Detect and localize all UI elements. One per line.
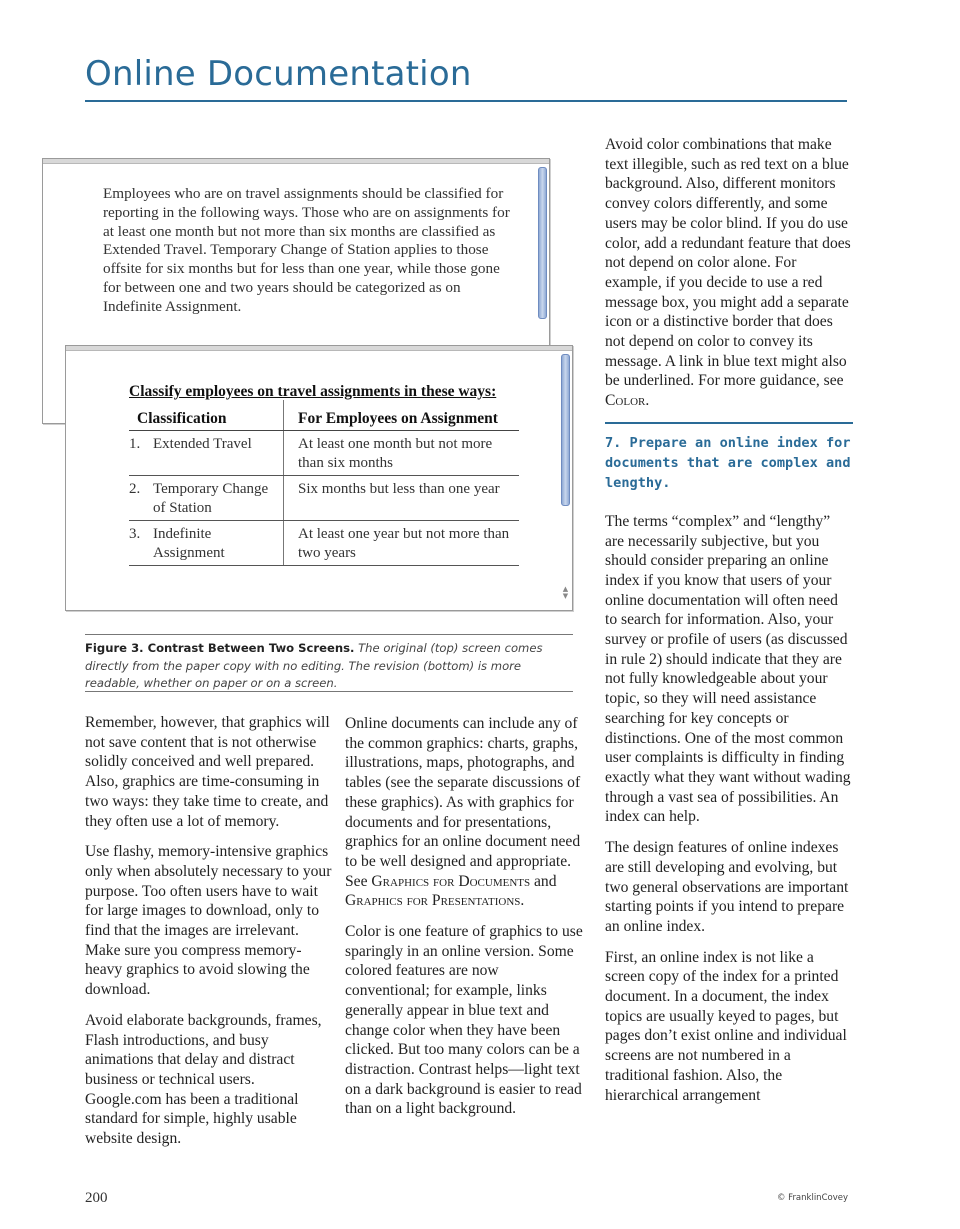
table-row	[129, 521, 519, 566]
table-row	[129, 431, 519, 476]
paragraph-text: .	[645, 392, 650, 410]
paragraph	[345, 714, 585, 911]
paragraph-text: Avoid color combinations that make text illegible, such as red text on a blue background. Also, different monitors convey colors differently, and some users may be color blind. If you do use color, add a redundant feature that does not depend on color alone. For example, if you decide to use a red message box, you might add a separate icon or a distinctive border that does not depend on color to convey its message. A link in blue text might also be underlined. For more guidance, see	[605, 136, 851, 390]
row-description: Six months but less than one year	[284, 476, 520, 521]
caption-label: Figure 3. Contrast Between Two Screens.	[85, 641, 355, 655]
figure-caption	[85, 640, 571, 693]
row-classification: Indefinite Assignment	[153, 521, 284, 566]
section-rule	[605, 422, 853, 424]
paragraph-text: Online documents can include any of the common graphics: charts, graphs, illustrations, maps, photographs, and tables (see the separate discussions of these graphics). As with graphics for documents and for presentations, graphics for an online document need to be well designed and appropriate. See	[345, 715, 581, 890]
row-number: 1.	[129, 431, 153, 476]
paragraph: The design features of online indexes are still developing and evolving, but two general observations are important starting points if you intend to prepare an online index.	[605, 839, 849, 935]
revised-screen-scrollbar[interactable]	[561, 354, 570, 506]
paragraph-text: and	[530, 872, 557, 890]
row-description: At least one month but not more than six months	[284, 431, 520, 476]
original-screen-text: Employees who are on travel assignments should be classified for reporting in the following ways. Those who are on assignments for at least one month but not more than six months are classified as Extended Travel. Temporary Change of Station applies to those offsite for six months but for less than one year, while those gone for between one and two years should be categorized as on Indefinite Assignment.	[103, 185, 510, 315]
title-rule	[85, 100, 847, 102]
paragraph	[605, 135, 853, 411]
body-column-1	[85, 713, 333, 1160]
page-number: 200	[85, 1190, 108, 1206]
scroll-arrows-icon[interactable]: ▲ ▼	[562, 585, 569, 600]
copyright: © FranklinCovey	[776, 1193, 848, 1203]
table-header-assignment: For Employees on Assignment	[284, 400, 520, 431]
table-row	[129, 476, 519, 521]
row-classification: Temporary Change of Station	[153, 476, 284, 521]
original-screen-scrollbar[interactable]	[538, 167, 547, 319]
table-header-classification: Classification	[129, 400, 284, 431]
classification-table	[129, 400, 519, 566]
cross-reference-graphics-documents[interactable]: Graphics for Documents	[371, 872, 531, 890]
paragraph: Remember, however, that graphics will not save content that is not otherwise solidly conceived and well prepared. Also, graphics are time-consuming in two ways: they take time to create, and they often use a lot of memory.	[85, 714, 330, 830]
page-title: Online Documentation	[85, 54, 472, 94]
row-classification: Extended Travel	[153, 431, 284, 476]
caption-bottom-rule	[85, 691, 573, 692]
body-column-2	[345, 714, 585, 1130]
paragraph-text: .	[520, 892, 525, 910]
paragraph: Color is one feature of graphics to use sparingly in an online version. Some colored features are now conventional; for example, links generally appear in blue text and change color when they have been clicked. But too many colors can be a distraction. Contrast helps—light text on a dark background is easier to read than on a light background.	[345, 923, 583, 1118]
revised-screen-window	[65, 345, 573, 611]
revision-heading: Classify employees on travel assignments in these ways:	[129, 383, 497, 400]
caption-text: The original (top) screen comes directly from the paper copy with no editing. The revision (bottom) is more readable, whether on paper or on a screen.	[85, 641, 543, 690]
cross-reference-color[interactable]: Color	[605, 392, 646, 410]
paragraph: Avoid elaborate backgrounds, frames, Flash introductions, and busy animations that delay and distract business or technical users. Google.com has been a traditional standard for simple, highly usable website design.	[85, 1011, 322, 1148]
paragraph: Use flashy, memory-intensive graphics only when absolutely necessary to your purpose. Too often users have to wait for large images to download, only to find that the images are irrelevant. Make sure you compress memory-heavy graphics to avoid slowing the download.	[85, 843, 332, 999]
cross-reference-graphics-presentations[interactable]: Graphics for Presentations	[345, 892, 521, 910]
row-number: 2.	[129, 476, 153, 521]
paragraph: First, an online index is not like a screen copy of the index for a printed document. In a document, the index topics are usually keyed to pages, but pages don’t exist online and individual screens are not numbered in a traditional fashion. Also, the hierarchical arrangement	[605, 948, 847, 1104]
paragraph: The terms “complex” and “lengthy” are necessarily subjective, but you should consider preparing an online index if you know that users of your online documentation will often need to search for information. Also, your survey or profile of users (as discussed in rule 2) should indicate that they are not fully knowledgeable about your topic, so they will need assistance searching for key concepts or distinctions. One of the most common user complaints is difficulty in finding exactly what they want without wading through a vast sea of possibilities. An index can help.	[605, 512, 851, 826]
row-number: 3.	[129, 521, 153, 566]
body-column-3	[605, 135, 853, 1116]
section-heading: 7. Prepare an online index for documents that are complex and lengthy.	[605, 434, 851, 491]
caption-top-rule	[85, 634, 573, 635]
row-description: At least one year but not more than two years	[284, 521, 520, 566]
